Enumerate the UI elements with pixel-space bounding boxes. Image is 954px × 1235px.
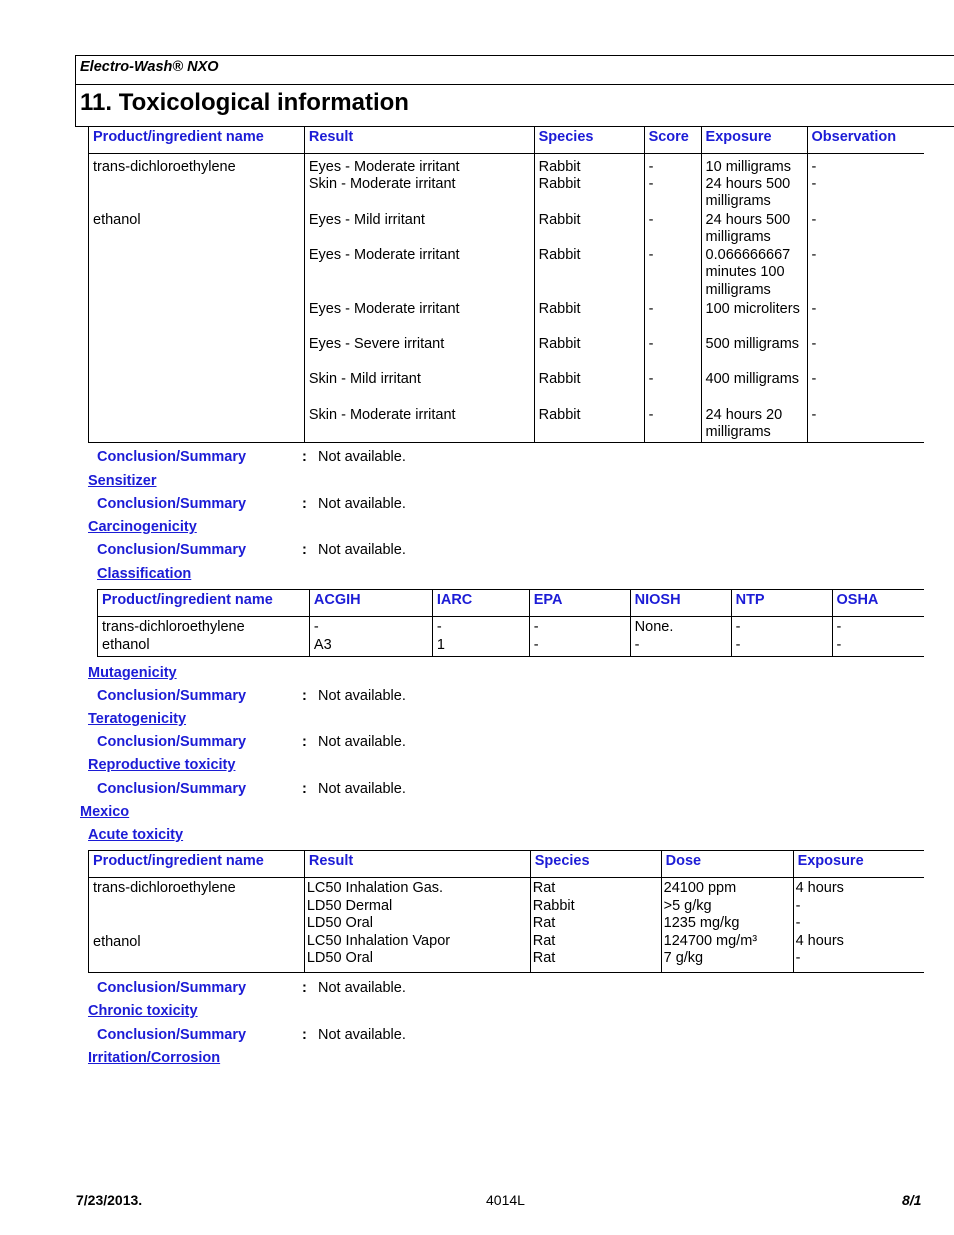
col-ntp: NTP xyxy=(731,590,832,617)
col-dose: Dose xyxy=(661,851,793,878)
observation-text: - xyxy=(811,246,817,263)
result-text: Eyes - Moderate irritant xyxy=(308,158,460,175)
score-text: - xyxy=(648,370,654,387)
observation-text: - xyxy=(811,406,817,423)
observation-text: - xyxy=(811,175,817,192)
species-text: Rabbit xyxy=(538,300,581,317)
acgih-cell: - A3 xyxy=(309,617,432,657)
name-trans-dichloroethylene: trans-dichloroethylene xyxy=(93,880,236,896)
score-text: - xyxy=(648,300,654,317)
footer-doc-code: 4014L xyxy=(486,1192,525,1208)
observation-text: - xyxy=(811,300,817,317)
species-cell: Rat Rabbit Rat Rat Rat xyxy=(530,878,661,973)
col-species: Species xyxy=(534,127,644,154)
col-iarc: IARC xyxy=(432,590,529,617)
mutagenicity-link[interactable]: Mutagenicity xyxy=(88,665,177,681)
col-niosh: NIOSH xyxy=(630,590,731,617)
table-row xyxy=(89,154,925,443)
name-trans-dichloroethylene: trans-dichloroethylene xyxy=(93,158,236,175)
score-text: - xyxy=(648,211,654,228)
exposure-text: 10 milligrams xyxy=(705,158,791,175)
score-text: - xyxy=(648,246,654,263)
observation-cell xyxy=(807,154,924,443)
classification-table xyxy=(97,589,924,657)
exposure-text: 24 hours 500 milligrams xyxy=(705,211,791,245)
observation-text: - xyxy=(811,211,817,228)
table-row xyxy=(89,878,925,973)
species-cell xyxy=(534,154,644,443)
exposure-text: 500 milligrams xyxy=(705,335,800,352)
species-text: Rabbit xyxy=(538,370,581,387)
results-cell xyxy=(304,154,534,443)
acute-header-row xyxy=(89,851,925,878)
score-text: - xyxy=(648,175,654,192)
result-text: Eyes - Moderate irritant xyxy=(308,300,460,317)
section-title: 11. Toxicological information xyxy=(80,89,409,116)
niosh-cell: None. - xyxy=(630,617,731,657)
footer-date: 7/23/2013. xyxy=(76,1192,143,1208)
conclusion-label: Conclusion/Summary xyxy=(97,542,247,558)
col-product-name: Product/ingredient name xyxy=(89,127,305,154)
col-acgih: ACGIH xyxy=(309,590,432,617)
mexico-link[interactable]: Mexico xyxy=(80,804,130,820)
score-text: - xyxy=(648,335,654,352)
result-text: Skin - Moderate irritant xyxy=(308,406,456,423)
conclusion-value: Not available. xyxy=(318,781,406,797)
species-text: Rabbit xyxy=(538,211,581,228)
names-cell xyxy=(89,878,305,973)
col-score: Score xyxy=(644,127,701,154)
exposure-text: 24 hours 500 milligrams xyxy=(705,175,791,209)
carcinogenicity-link[interactable]: Carcinogenicity xyxy=(88,519,197,535)
conclusion-label: Conclusion/Summary xyxy=(97,734,247,750)
name-ethanol: ethanol xyxy=(93,933,141,950)
irritation-corrosion-link[interactable]: Irritation/Corrosion xyxy=(88,1050,221,1066)
col-observation: Observation xyxy=(807,127,924,154)
results-cell: LC50 Inhalation Gas. LD50 Dermal LD50 Oral LC50 Inhalation Vapor LD50 Oral xyxy=(304,878,530,973)
species-text: Rabbit xyxy=(538,158,581,175)
observation-text: - xyxy=(811,370,817,387)
ntp-cell: - - xyxy=(731,617,832,657)
osha-cell: - - xyxy=(832,617,924,657)
col-product-name: Product/ingredient name xyxy=(98,590,310,617)
chronic-toxicity-link[interactable]: Chronic toxicity xyxy=(88,1003,198,1019)
col-exposure: Exposure xyxy=(793,851,924,878)
table-row xyxy=(98,617,925,657)
conclusion-value: Not available. xyxy=(318,734,406,750)
colon: : xyxy=(302,496,307,512)
score-text: - xyxy=(648,406,654,423)
col-species: Species xyxy=(530,851,661,878)
species-text: Rabbit xyxy=(538,246,581,263)
colon: : xyxy=(302,542,307,558)
conclusion-label: Conclusion/Summary xyxy=(97,496,247,512)
result-text: Eyes - Mild irritant xyxy=(308,211,425,228)
conclusion-label: Conclusion/Summary xyxy=(97,781,247,797)
conclusion-value: Not available. xyxy=(318,1027,406,1043)
conclusion-value: Not available. xyxy=(318,449,406,465)
name-ethanol: ethanol xyxy=(93,211,141,228)
header-divider xyxy=(76,84,954,85)
exposure-cell: 4 hours - - 4 hours - xyxy=(793,878,924,973)
teratogenicity-link[interactable]: Teratogenicity xyxy=(88,711,187,727)
exposure-cell xyxy=(701,154,807,443)
col-osha: OSHA xyxy=(832,590,924,617)
sensitizer-link[interactable]: Sensitizer xyxy=(88,473,157,489)
species-text: Rabbit xyxy=(538,406,581,423)
exposure-text: 24 hours 20 milligrams xyxy=(705,406,783,440)
conclusion-value: Not available. xyxy=(318,688,406,704)
result-text: Eyes - Moderate irritant xyxy=(308,246,460,263)
product-name: Electro-Wash® NXO xyxy=(80,59,219,75)
exposure-text: 0.066666667 minutes 100 milligrams xyxy=(705,246,791,298)
classification-link[interactable]: Classification xyxy=(97,566,192,582)
conclusion-label: Conclusion/Summary xyxy=(97,688,247,704)
irritation-header-row xyxy=(89,127,925,154)
exposure-text: 400 milligrams xyxy=(705,370,800,387)
footer-page-number: 8/1 xyxy=(902,1192,922,1208)
classification-header-row xyxy=(98,590,925,617)
species-text: Rabbit xyxy=(538,175,581,192)
result-text: Eyes - Severe irritant xyxy=(308,335,445,352)
irritation-table xyxy=(88,126,924,443)
score-text: - xyxy=(648,158,654,175)
observation-text: - xyxy=(811,335,817,352)
col-exposure: Exposure xyxy=(701,127,807,154)
colon: : xyxy=(302,734,307,750)
colon: : xyxy=(302,449,307,465)
result-text: Skin - Moderate irritant xyxy=(308,175,456,192)
colon: : xyxy=(302,688,307,704)
col-product-name: Product/ingredient name xyxy=(89,851,305,878)
reproductive-toxicity-link[interactable]: Reproductive toxicity xyxy=(88,757,236,773)
col-result: Result xyxy=(304,851,530,878)
observation-text: - xyxy=(811,158,817,175)
iarc-cell: - 1 xyxy=(432,617,529,657)
names-cell xyxy=(89,154,305,443)
conclusion-value: Not available. xyxy=(318,496,406,512)
conclusion-label: Conclusion/Summary xyxy=(97,1027,247,1043)
colon: : xyxy=(302,781,307,797)
species-text: Rabbit xyxy=(538,335,581,352)
conclusion-value: Not available. xyxy=(318,980,406,996)
col-epa: EPA xyxy=(529,590,630,617)
score-cell xyxy=(644,154,701,443)
conclusion-label: Conclusion/Summary xyxy=(97,980,247,996)
colon: : xyxy=(302,980,307,996)
colon: : xyxy=(302,1027,307,1043)
acute-toxicity-link[interactable]: Acute toxicity xyxy=(88,827,184,843)
result-text: Skin - Mild irritant xyxy=(308,370,421,387)
dose-cell: 24100 ppm >5 g/kg 1235 mg/kg 124700 mg/m³ 7 g/kg xyxy=(661,878,793,973)
names-cell: trans-dichloroethylene ethanol xyxy=(98,617,310,657)
conclusion-value: Not available. xyxy=(318,542,406,558)
col-result: Result xyxy=(304,127,534,154)
epa-cell: - - xyxy=(529,617,630,657)
conclusion-label: Conclusion/Summary xyxy=(97,449,247,465)
exposure-text: 100 microliters xyxy=(705,300,800,317)
acute-toxicity-table xyxy=(88,850,924,973)
